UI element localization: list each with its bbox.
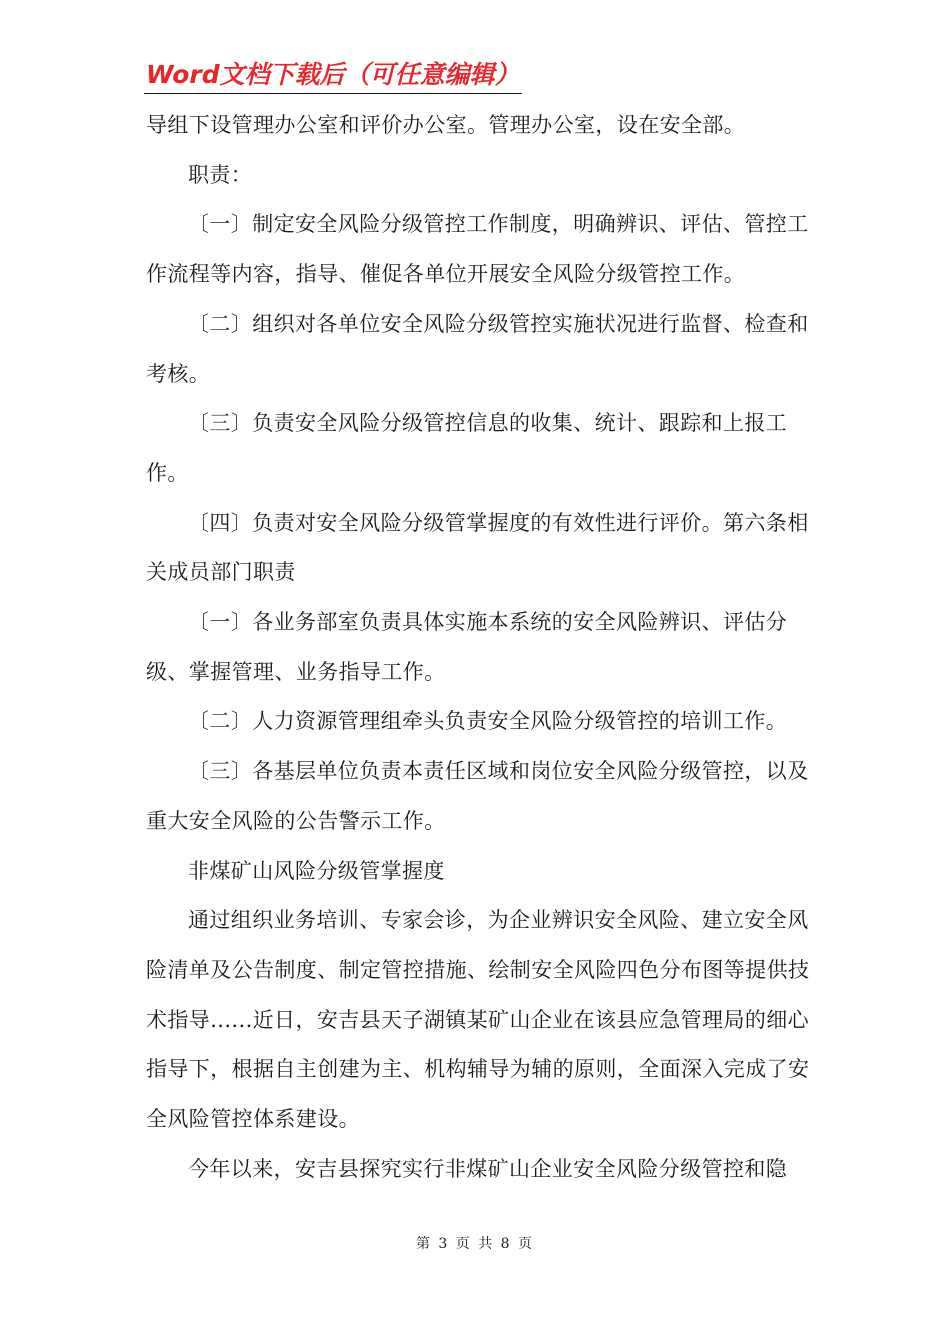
paragraph-duty-1: 〔一〕制定安全风险分级管控工作制度，明确辨识、评估、管控工作流程等内容，指导、催促各单位开展安全风险分级管控工作。 xyxy=(146,212,809,287)
paragraph-duty-3: 〔三〕负责安全风险分级管控信息的收集、统计、跟踪和上报工作。 xyxy=(146,411,788,485)
download-banner: Word文档下载后（可任意编辑） xyxy=(146,60,520,89)
paragraph-duty-2: 〔二〕组织对各单位安全风险分级管控实施状况进行监督、检查和考核。 xyxy=(146,311,809,386)
paragraph-continuation: 导组下设管理办公室和评价办公室。管理办公室，设在安全部。 xyxy=(146,113,746,137)
banner-underline xyxy=(144,93,522,94)
document-body xyxy=(146,101,818,1194)
paragraph-dept-duty-2: 〔二〕人力资源管理组牵头负责安全风险分级管控的培训工作。 xyxy=(188,709,788,734)
section-heading: 非煤矿山风险分级管掌握度 xyxy=(188,858,445,883)
paragraph-dept-duty-3: 〔三〕各基层单位负责本责任区域和岗位安全风险分级管控，以及重大安全风险的公告警示工作。 xyxy=(146,759,809,833)
paragraph-body-1: 通过组织业务培训、专家会诊，为企业辨识安全风险、建立安全风险清单及公告制度、制定管控措施、绘制安全风险四色分布图等提供技术指导......近日，安吉县天子湖镇某矿山企业在该县应急管理局的细心指导下，根据自主创建为主、机构辅导为辅的原则，全面深入完成了安全风险管控体系建设。 xyxy=(146,908,810,1132)
paragraph-duties-heading: 职责： xyxy=(188,162,253,187)
paragraph-body-2: 今年以来，安吉县探究实行非煤矿山企业安全风险分级管控和隐 xyxy=(188,1156,788,1181)
paragraph-duty-4: 〔四〕负责对安全风险分级管掌握度的有效性进行评价。第六条相关成员部门职责 xyxy=(146,510,809,585)
paragraph-dept-duty-1: 〔一〕各业务部室负责具体实施本系统的安全风险辨识、评估分级、掌握管理、业务指导工作。 xyxy=(146,610,788,684)
page-number: 第 3 页 共 8 页 xyxy=(415,1236,535,1252)
